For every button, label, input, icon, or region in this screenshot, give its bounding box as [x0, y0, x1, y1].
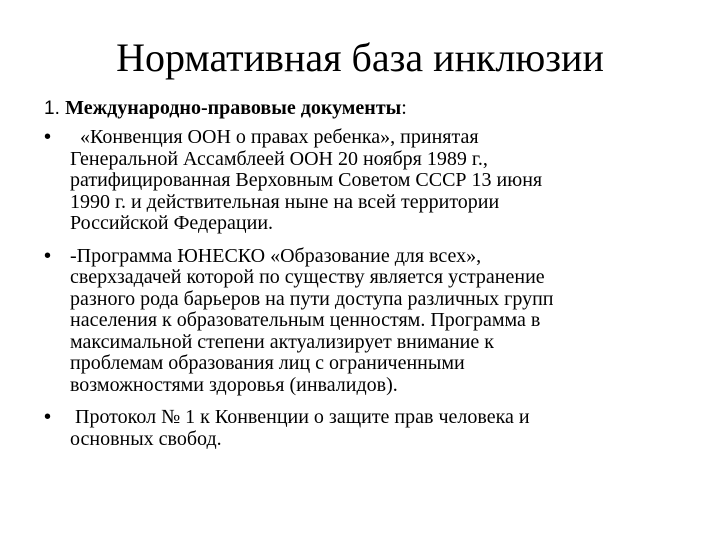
- text-line: проблемам образования лиц с ограниченными: [70, 352, 465, 374]
- bullet-text: [70, 407, 684, 450]
- bullet-icon: •: [44, 244, 52, 267]
- text-line: Протокол № 1 к Конвенции о защите прав человека и: [70, 406, 530, 428]
- bullet-text: [70, 246, 684, 397]
- text-line: -Программа ЮНЕСКО «Образование для всех»,: [70, 244, 482, 267]
- bullet-list: [44, 127, 684, 461]
- text-line: 1990 г. и действительная ныне на всей территории: [70, 190, 500, 213]
- slide-title: Нормативная база инклюзии: [116, 35, 604, 80]
- text-line: разного рода барьеров на пути доступа различных групп: [70, 287, 554, 310]
- text-line: Генеральной Ассамблеей ООН 20 ноября 1989 г.,: [70, 147, 488, 170]
- section-number: 1.: [44, 98, 66, 119]
- text-line: сверхзадачей которой по существу является устранение: [70, 266, 545, 288]
- section-heading-text: Международно-правовые документы: [65, 97, 402, 119]
- text-line: Российской Федерации.: [70, 212, 274, 234]
- text-line: ратифицированная Верховным Советом СССР 13 июня: [70, 169, 543, 191]
- text-line: возможностями здоровья (инвалидов).: [70, 373, 398, 396]
- text-line: населения к образовательным ценностям. Программа в: [70, 309, 541, 331]
- bullet-item-protocol: [44, 407, 684, 450]
- text-line: максимальной степени актуализирует внимание к: [70, 330, 494, 353]
- bullet-text: [70, 127, 684, 235]
- text-line: основных свобод.: [70, 427, 222, 450]
- section-heading: [44, 96, 407, 121]
- bullet-icon: •: [44, 406, 52, 428]
- section-heading-colon: :: [401, 97, 407, 119]
- bullet-item-unesco-program: [44, 246, 684, 397]
- text-line: «Конвенция ООН о правах ребенка», принятая: [70, 126, 479, 148]
- bullet-item-un-convention: [44, 127, 684, 235]
- bullet-icon: •: [44, 126, 52, 148]
